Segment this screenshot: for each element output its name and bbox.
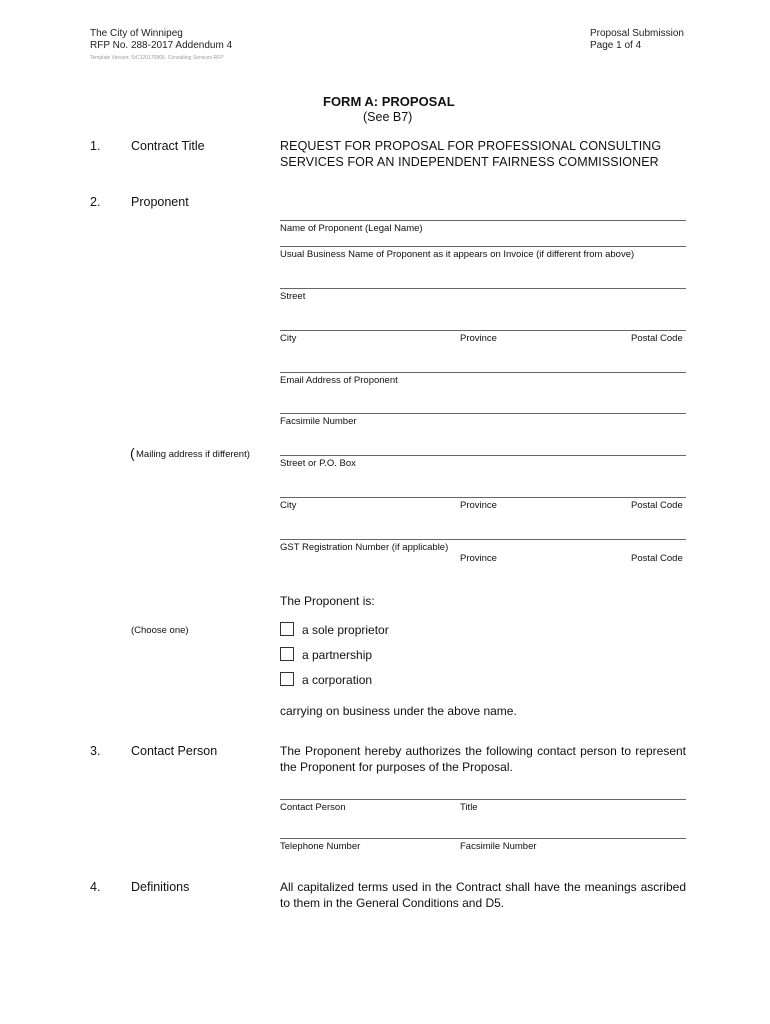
business-name-line[interactable] bbox=[280, 246, 686, 247]
telephone-caption: Telephone Number bbox=[280, 841, 361, 852]
fax-caption: Facsimile Number bbox=[280, 416, 357, 427]
sole-proprietor-checkbox[interactable] bbox=[280, 622, 294, 636]
city-province-postal-line[interactable] bbox=[280, 330, 686, 331]
province-caption: Province bbox=[460, 333, 497, 344]
section-3-label: Contact Person bbox=[131, 744, 218, 758]
mailing-city-line[interactable] bbox=[280, 497, 686, 498]
street-po-line[interactable] bbox=[280, 455, 686, 456]
contact-person-authorization-text: The Proponent hereby authorizes the following contact person to represent the Proponent for purposes of the Proposal. bbox=[280, 744, 686, 774]
section-3-number: 3. bbox=[90, 744, 101, 758]
proponent-is-heading: The Proponent is: bbox=[280, 594, 375, 608]
contact-title-caption: Title bbox=[460, 802, 478, 813]
email-caption: Email Address of Proponent bbox=[280, 375, 398, 386]
legal-name-line[interactable] bbox=[280, 220, 686, 221]
city-caption: City bbox=[280, 333, 297, 344]
choose-one-note: (Choose one) bbox=[131, 625, 189, 636]
gst-province-caption: Province bbox=[460, 553, 497, 564]
section-4-number: 4. bbox=[90, 880, 101, 894]
partnership-label: a partnership bbox=[302, 648, 373, 662]
form-title: FORM A: PROPOSAL bbox=[323, 94, 455, 109]
mailing-province-caption: Province bbox=[460, 500, 497, 511]
mailing-postal-caption: Postal Code bbox=[631, 500, 683, 511]
gst-caption: GST Registration Number (if applicable) bbox=[280, 542, 449, 553]
fax-line[interactable] bbox=[280, 413, 686, 414]
email-line[interactable] bbox=[280, 372, 686, 373]
mailing-city-caption: City bbox=[280, 500, 297, 511]
street-line[interactable] bbox=[280, 288, 686, 289]
contract-title-line-1: REQUEST FOR PROPOSAL FOR PROFESSIONAL CONSULTING bbox=[280, 139, 662, 153]
postal-code-caption: Postal Code bbox=[631, 333, 683, 344]
header-rfp-number: RFP No. 288-2017 Addendum 4 bbox=[90, 40, 233, 51]
mailing-address-note: Mailing address if different) bbox=[136, 449, 250, 460]
header-org: The City of Winnipeg bbox=[90, 28, 183, 39]
section-1-label: Contract Title bbox=[131, 139, 205, 153]
street-caption: Street bbox=[280, 291, 306, 302]
partnership-checkbox[interactable] bbox=[280, 647, 294, 661]
business-name-caption: Usual Business Name of Proponent as it appears on Invoice (if different from above) bbox=[280, 249, 635, 260]
carrying-on-business-text: carrying on business under the above name. bbox=[280, 704, 517, 718]
street-po-caption: Street or P.O. Box bbox=[280, 458, 356, 469]
definitions-text: All capitalized terms used in the Contract shall have the meanings ascribed to them in the General Conditions and D5. bbox=[280, 880, 686, 910]
contact-person-line[interactable] bbox=[280, 799, 686, 800]
corporation-label: a corporation bbox=[302, 673, 373, 687]
section-1-number: 1. bbox=[90, 139, 101, 153]
section-2-label: Proponent bbox=[131, 195, 189, 209]
header-page-number: Page 1 of 4 bbox=[590, 40, 642, 51]
template-version: Template Version: SrC120170905- Consulting Services RFP bbox=[90, 55, 224, 61]
section-4-label: Definitions bbox=[131, 880, 190, 894]
legal-name-caption: Name of Proponent (Legal Name) bbox=[280, 223, 423, 234]
telephone-line[interactable] bbox=[280, 838, 686, 839]
corporation-checkbox[interactable] bbox=[280, 672, 294, 686]
contract-title-line-2: SERVICES FOR AN INDEPENDENT FAIRNESS COMMISSIONER bbox=[280, 155, 659, 169]
form-subtitle: (See B7) bbox=[363, 110, 413, 124]
gst-line[interactable] bbox=[280, 539, 686, 540]
contact-person-caption: Contact Person bbox=[280, 802, 346, 813]
contact-fax-caption: Facsimile Number bbox=[460, 841, 537, 852]
sole-proprietor-label: a sole proprietor bbox=[302, 623, 389, 637]
header-proposal-submission: Proposal Submission bbox=[590, 28, 684, 39]
mailing-note-paren: ( bbox=[130, 445, 135, 461]
section-2-number: 2. bbox=[90, 195, 101, 209]
gst-postal-caption: Postal Code bbox=[631, 553, 683, 564]
